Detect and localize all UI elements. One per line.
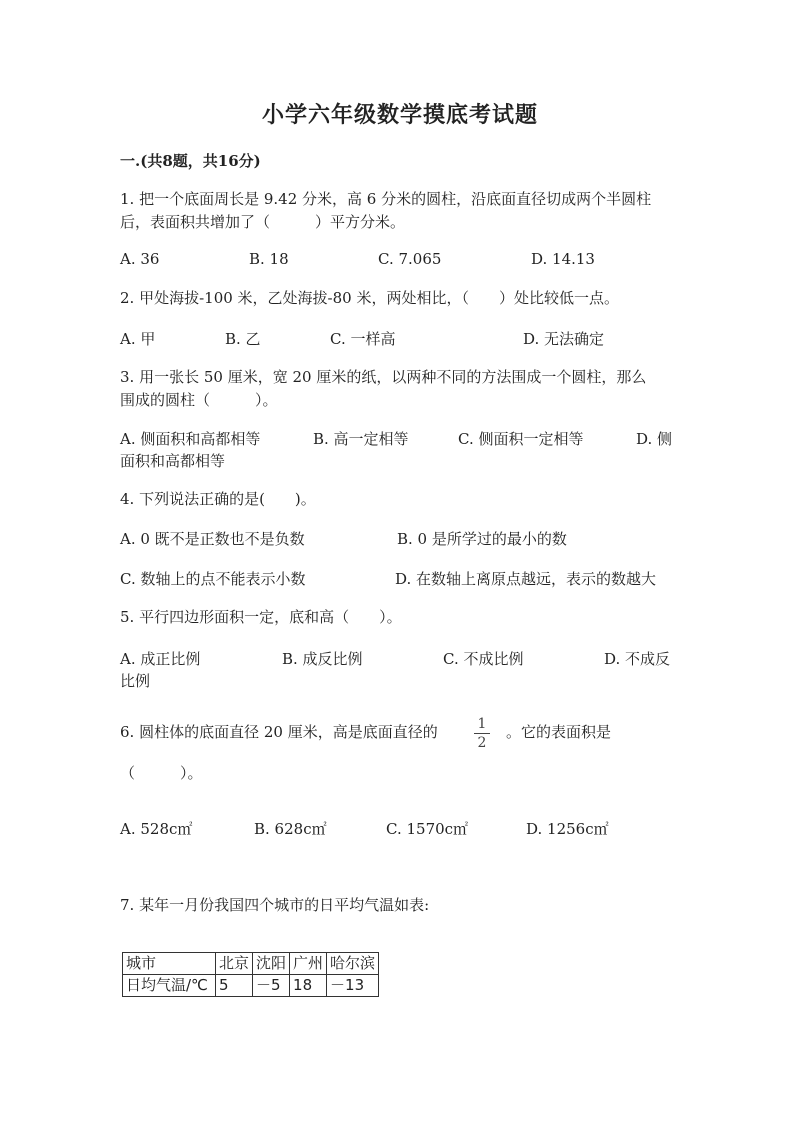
table-cell: －5 — [253, 975, 290, 997]
q2-option-a: A. 甲 — [120, 330, 156, 348]
q2-option-d: D. 无法确定 — [523, 330, 605, 348]
table-cell: 日均气温/℃ — [123, 975, 216, 997]
q5-option-b: B. 成反比例 — [282, 650, 363, 668]
table-cell: 沈阳 — [253, 953, 290, 975]
q3-option-a: A. 侧面积和高都相等 — [120, 430, 261, 448]
q4-option-b: B. 0 是所学过的最小的数 — [397, 530, 567, 548]
q6-option-b: B. 628c㎡ — [254, 820, 327, 838]
q1-option-a: A. 36 — [120, 250, 160, 268]
q2-option-b: B. 乙 — [225, 330, 261, 348]
table-row — [123, 975, 379, 997]
question-6-line-1a: 6. 圆柱体的底面直径 20 厘米，高是底面直径的 — [120, 723, 438, 741]
question-2-line-1: 2. 甲处海拔-100 米，乙处海拔-80 米，两处相比，（ ）处比较低一点。 — [120, 289, 619, 307]
table-cell: －13 — [327, 975, 379, 997]
table-cell: 广州 — [290, 953, 327, 975]
question-5-line-1: 5. 平行四边形面积一定，底和高（ ）。 — [120, 608, 402, 626]
question-7-line-1: 7. 某年一月份我国四个城市的日平均气温如表: — [120, 896, 430, 914]
q4-option-a: A. 0 既不是正数也不是负数 — [120, 530, 305, 548]
table-cell: 北京 — [216, 953, 253, 975]
question-1-line-1: 1. 把一个底面周长是 9.42 分米，高 6 分米的圆柱，沿底面直径切成两个半圆柱 — [120, 190, 652, 208]
fraction-one-half — [472, 716, 492, 751]
q1-option-c: C. 7.065 — [378, 250, 442, 268]
fraction-numerator: 1 — [477, 716, 487, 732]
q2-option-c: C. 一样高 — [330, 330, 396, 348]
q5-option-d-continued: 比例 — [120, 672, 151, 690]
question-1-line-2: 后，表面积共增加了（ ）平方分米。 — [120, 213, 406, 231]
q3-option-b: B. 高一定相等 — [313, 430, 409, 448]
table-cell: 哈尔滨 — [327, 953, 379, 975]
question-3-line-1: 3. 用一张长 50 厘米，宽 20 厘米的纸，以两种不同的方法围成一个圆柱，那么 — [120, 368, 647, 386]
table-cell: 城市 — [123, 953, 216, 975]
table-cell: 5 — [216, 975, 253, 997]
section-heading: 一.(共8题，共16分) — [120, 152, 261, 170]
question-3-line-2: 围成的圆柱（ ）。 — [120, 391, 278, 409]
q4-option-c: C. 数轴上的点不能表示小数 — [120, 570, 306, 588]
question-6-line-2: （ ）。 — [120, 764, 203, 782]
q6-option-d: D. 1256c㎡ — [526, 820, 609, 838]
fraction-denominator: 2 — [477, 735, 487, 751]
temperature-table — [122, 952, 379, 997]
q5-option-d: D. 不成反 — [604, 650, 671, 668]
q3-option-d: D. 侧 — [636, 430, 673, 448]
q1-option-d: D. 14.13 — [531, 250, 595, 268]
question-6-line-1b: 。它的表面积是 — [506, 723, 612, 741]
q5-option-a: A. 成正比例 — [120, 650, 201, 668]
table-header-row — [123, 953, 379, 975]
question-4-line-1: 4. 下列说法正确的是( )。 — [120, 490, 316, 508]
q1-option-b: B. 18 — [249, 250, 289, 268]
q3-option-d-continued: 面积和高都相等 — [120, 452, 226, 470]
q6-option-c: C. 1570c㎡ — [386, 820, 469, 838]
table-cell: 18 — [290, 975, 327, 997]
page-title: 小学六年级数学摸底考试题 — [261, 102, 538, 128]
q5-option-c: C. 不成比例 — [443, 650, 524, 668]
fraction-bar — [474, 733, 490, 734]
q6-option-a: A. 528c㎡ — [120, 820, 193, 838]
q4-option-d: D. 在数轴上离原点越远，表示的数越大 — [395, 570, 657, 588]
q3-option-c: C. 侧面积一定相等 — [458, 430, 584, 448]
